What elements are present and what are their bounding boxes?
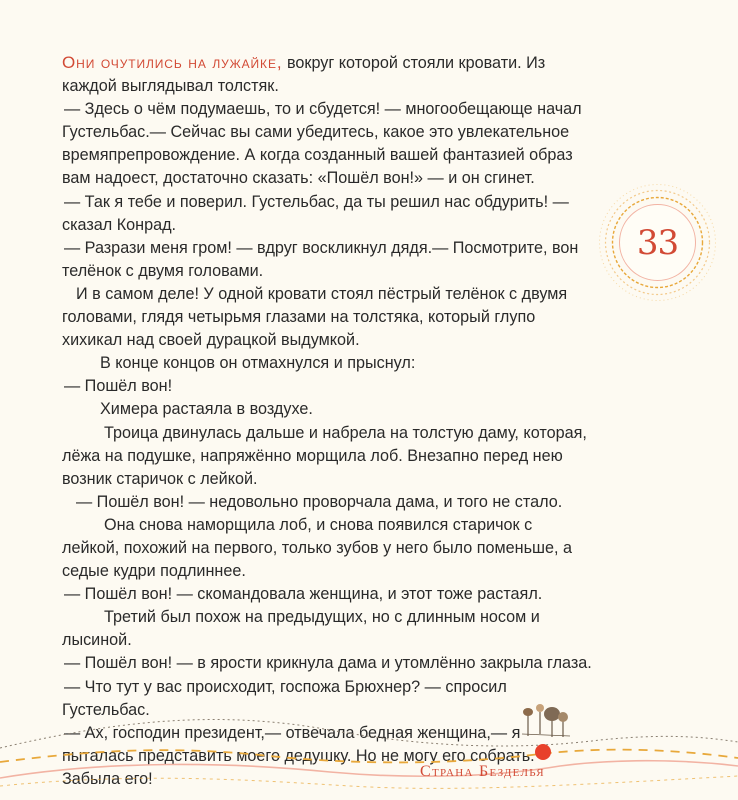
paragraph: — Пошёл вон! — [64, 377, 173, 396]
paragraph: — Так я тебе и поверил. Густельбас, да ты решил нас обдурить! — сказал Конрад. — [62, 192, 569, 234]
book-title: Страна Безделья — [420, 763, 545, 780]
opening-lead: Они очутились на лужайке, — [62, 53, 283, 72]
wavy-hills-decoration — [0, 690, 738, 800]
page-number: 33 — [636, 222, 679, 263]
paragraph: — Пошёл вон! — в ярости крикнула дама и утомлённо закрыла глаза. — [64, 654, 592, 673]
paragraph: Третий был похож на предыдущих, но с длинным носом и лысиной. — [62, 608, 540, 650]
paragraph: — Здесь о чём подумаешь, то и сбудется! — многообещающе начал Густельбас.— Сейчас вы сами убедитесь, какое это увлекательное времяпрепровождение. А когда созданный вашей фантазией образ вам надоест, достаточно сказать: «Пошёл вон!» — и он сгинет. — [62, 100, 582, 188]
paragraph: Она снова наморщила лоб, и снова появился старичок с лейкой, похожий на первого, только зубов у него было поменьше, а седые кудри подлиннее. — [62, 515, 572, 581]
setting-sun-icon — [535, 744, 551, 760]
mushroom-trees-icon — [522, 704, 570, 737]
paragraph-opening — [62, 51, 592, 98]
page-number-badge — [595, 180, 720, 305]
paragraph: — Пошёл вон! — скомандовала женщина, и этот тоже растаял. — [64, 585, 543, 604]
paragraph: В конце концов он отмахнулся и прыснул: — [100, 354, 416, 373]
story-text — [62, 51, 592, 791]
paragraph: И в самом деле! У одной кровати стоял пёстрый телёнок с двумя головами, глядя четырьмя глазами на толстяка, который глупо хихикал над своей дурацкой выдумкой. — [62, 284, 568, 350]
paragraph: Троица двинулась дальше и набрела на толстую даму, которая, лёжа на подушке, напряжённо морщила лоб. Внезапно перед нею возник старичок с лейкой. — [62, 423, 587, 488]
paragraph: — Разрази меня гром! — вдруг воскликнул дядя.— Посмотрите, вон телёнок с двумя головами. — [62, 238, 579, 280]
paragraph: — Пошёл вон! — недовольно проворчала дама, и того не стало. — [76, 492, 563, 511]
paragraph: — Что тут у вас происходит, госпожа Брюхнер? — спросил Густельбас. — [62, 677, 507, 719]
opening-rest: вокруг которой стояли кровати. Из каждой выглядывал толстяк. — [62, 54, 546, 96]
paragraph: — Ах, господин президент,— отвечала бедная женщина,— я пыталась представить моего дедушку. Но не могу его собрать. Забыла его! — [62, 723, 535, 788]
paragraph: Химера растаяла в воздухе. — [100, 400, 313, 419]
